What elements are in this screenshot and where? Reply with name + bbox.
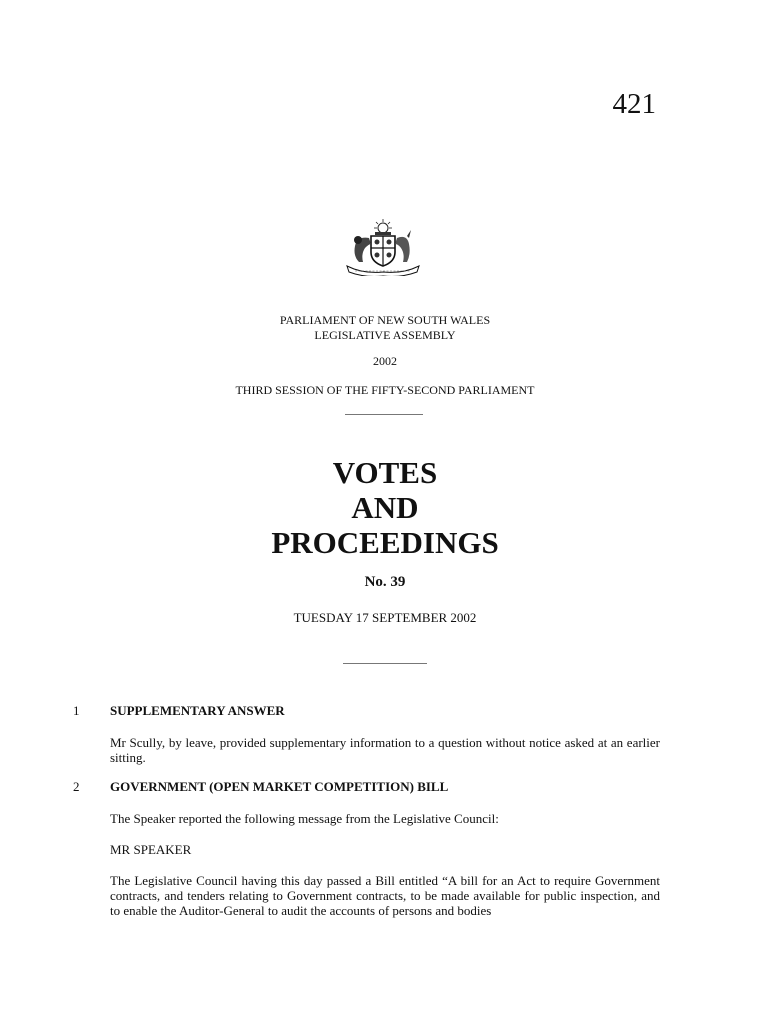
document-title (0, 455, 770, 560)
item-heading: GOVERNMENT (OPEN MARKET COMPETITION) BILL (110, 779, 449, 794)
divider-top (345, 414, 423, 415)
item-paragraph: The Legislative Council having this day passed a Bill entitled “A bill for an Act to require Government contracts, and tenders relating to Government contracts, to be made available for public inspection, and to enable the Auditor-General to audit the accounts of persons and bodies (110, 873, 660, 918)
item-heading: SUPPLEMENTARY ANSWER (110, 703, 285, 718)
issue-number: No. 39 (364, 574, 406, 590)
item-paragraph: MR SPEAKER (110, 842, 192, 857)
nsw-coat-of-arms-icon (343, 218, 423, 276)
divider-bottom (343, 663, 427, 664)
parliament-name: PARLIAMENT OF NEW SOUTH WALES (279, 313, 491, 327)
parliament-header (0, 313, 770, 343)
item-paragraph: The Speaker reported the following message from the Legislative Council: (110, 811, 499, 826)
year: 2002 (373, 354, 397, 368)
session: THIRD SESSION OF THE FIFTY-SECOND PARLIAMENT (235, 383, 535, 397)
sitting-date: TUESDAY 17 SEPTEMBER 2002 (293, 610, 477, 625)
title-line-3: PROCEEDINGS (271, 525, 499, 560)
house-name: LEGISLATIVE ASSEMBLY (314, 328, 456, 342)
item-number: 2 (73, 779, 80, 794)
item-number: 1 (73, 703, 80, 718)
page-number: 421 (612, 88, 656, 120)
item-paragraph: Mr Scully, by leave, provided supplementary information to a question without notice asked at an earlier sitting. (110, 735, 660, 765)
title-line-2: AND (351, 490, 419, 525)
title-line-1: VOTES (332, 455, 438, 490)
